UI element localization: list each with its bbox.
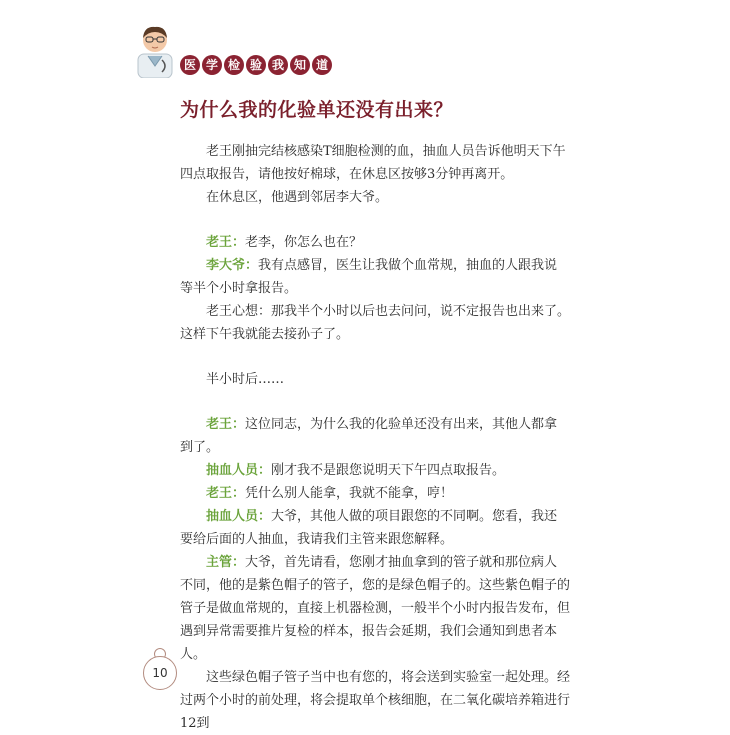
series-title-char: 学 — [202, 55, 222, 75]
paragraph: 在休息区，他遇到邻居李大爷。 — [206, 190, 389, 205]
series-title-char: 验 — [246, 55, 266, 75]
dialog-text: 凭什么别人能拿，我就不能拿，哼！ — [245, 486, 454, 501]
series-title-char: 道 — [312, 55, 332, 75]
page-number: 10 — [143, 656, 177, 690]
dialog-text: 我有点感冒，医生让我做个血常规，抽血的人跟我说等半个小时拿报告。 — [180, 258, 558, 296]
dialog-text: 刚才我不是跟您说明天下午四点取报告。 — [271, 463, 506, 478]
speaker-label: 老王： — [206, 486, 246, 501]
speaker-label: 抽血人员： — [206, 463, 272, 478]
series-title — [180, 55, 332, 75]
dialog-line — [180, 459, 570, 482]
dialog-block — [180, 413, 570, 735]
time-marker: 半小时后…… — [206, 372, 285, 387]
paragraph: 老王刚抽完结核感染T细胞检测的血，抽血人员告诉他明天下午四点取报告，请他按好棉球，在休息区按够3分钟再离开。 — [180, 144, 566, 182]
dialog-text: 这位同志，为什么我的化验单还没有出来，其他人都拿到了。 — [180, 417, 558, 455]
dialog-text: 老王心想：那我半个小时以后也去问问，说不定报告也出来了。这样下午我就能去接孙子了。 — [180, 304, 571, 342]
speaker-label: 主管： — [206, 555, 246, 570]
doctor-avatar-icon — [132, 20, 178, 78]
dialog-text: 大爷，其他人做的项目跟您的不同啊。您看，我还要给后面的人抽血，我请我们主管来跟您解释。 — [180, 509, 558, 547]
dialog-line — [180, 551, 570, 666]
dialog-block — [180, 231, 570, 346]
page-title: 为什么我的化验单还没有出来？ — [180, 99, 454, 121]
dialog-text: 这些绿色帽子管子当中也有您的，将会送到实验室一起处理。经过两个小时的前处理，将会提取单个核细胞，在二氧化碳培养箱进行12到 — [180, 670, 571, 731]
dialog-line — [180, 505, 570, 551]
dialog-line — [180, 413, 570, 459]
dialog-line — [180, 254, 570, 300]
dialog-text: 老李，你怎么也在？ — [245, 235, 363, 250]
series-title-char: 我 — [268, 55, 288, 75]
speaker-label: 老王： — [206, 417, 246, 432]
dialog-line — [180, 231, 570, 254]
speaker-label: 李大爷： — [206, 258, 259, 273]
page-header — [132, 20, 332, 82]
series-title-char: 知 — [290, 55, 310, 75]
dialog-line — [180, 482, 570, 505]
series-title-char: 医 — [180, 55, 200, 75]
series-title-char: 检 — [224, 55, 244, 75]
speaker-label: 老王： — [206, 235, 246, 250]
dialog-text: 大爷，首先请看，您刚才抽血拿到的管子就和那位病人不同，他的是紫色帽子的管子，您的是绿色帽子的。这些紫色帽子的管子是做血常规的，直接上机器检测，一般半个小时内报告发布，但遇到异常需要推片复检的样本，报告会延期，我们会通知到患者本人。 — [180, 555, 571, 662]
speaker-label: 抽血人员： — [206, 509, 272, 524]
article-body — [180, 140, 570, 735]
dialog-line — [180, 300, 570, 346]
dialog-line — [180, 666, 570, 735]
